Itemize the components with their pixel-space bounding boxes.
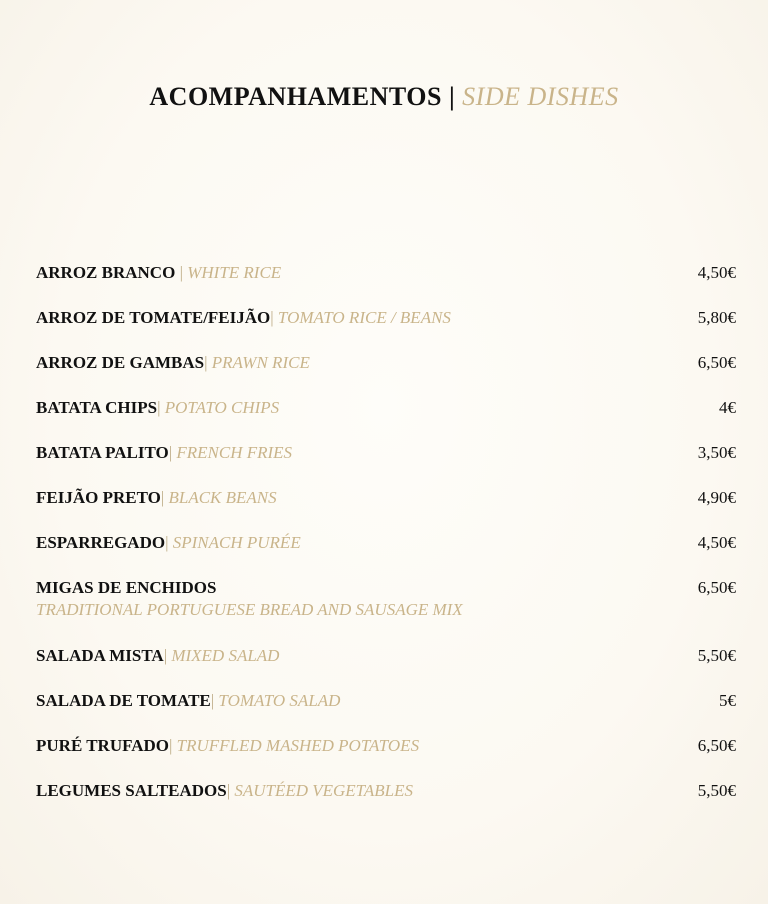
item-price: 4,50€	[697, 263, 736, 282]
title-portuguese: ACOMPANHAMENTOS	[149, 82, 442, 111]
item-english-name: TRADITIONAL PORTUGUESE BREAD AND SAUSAGE MIX	[36, 600, 463, 619]
item-price: 3,50€	[697, 443, 736, 462]
item-english-name: SPINACH PURÉE	[172, 533, 301, 552]
title-separator: |	[448, 82, 456, 111]
menu-item-arroz-de-tomate	[36, 307, 736, 352]
item-name: MIGAS DE ENCHIDOS	[36, 578, 217, 597]
item-name: LEGUMES SALTEADOS	[36, 781, 227, 800]
item-separator: |	[210, 691, 219, 710]
item-price: 4€	[719, 398, 736, 417]
item-price: 5,50€	[697, 781, 736, 800]
item-english-name: SAUTÉED VEGETABLES	[234, 781, 413, 800]
item-name: FEIJÃO PRETO	[36, 488, 161, 507]
menu-item-legumes-salteados	[36, 780, 736, 825]
menu-item-arroz-branco	[36, 262, 736, 307]
item-price: 4,90€	[697, 488, 736, 507]
item-english-name: PRAWN RICE	[211, 353, 310, 372]
page-title	[0, 82, 768, 112]
menu-item-feijao-preto	[36, 487, 736, 532]
item-name: BATATA PALITO	[36, 443, 169, 462]
menu-item-batata-chips	[36, 397, 736, 442]
menu-item-esparregado	[36, 532, 736, 577]
item-separator: |	[160, 488, 169, 507]
item-english-name: TOMATO SALAD	[218, 691, 341, 710]
item-separator: |	[226, 781, 235, 800]
item-english-name: TOMATO RICE / BEANS	[277, 308, 451, 327]
title-english: SIDE DISHES	[462, 82, 619, 111]
item-name: ARROZ DE GAMBAS	[36, 353, 205, 372]
menu-list	[36, 262, 736, 825]
item-price: 5,80€	[697, 308, 736, 327]
item-separator: |	[270, 308, 278, 327]
item-english-name: FRENCH FRIES	[176, 443, 293, 462]
item-separator: |	[157, 398, 165, 417]
item-english-name: MIXED SALAD	[171, 646, 280, 665]
item-price: 5,50€	[697, 646, 736, 665]
item-name: SALADA DE TOMATE	[36, 691, 211, 710]
item-name: BATATA CHIPS	[36, 398, 158, 417]
menu-item-arroz-de-gambas	[36, 352, 736, 397]
item-separator: |	[168, 443, 177, 462]
item-price: 6,50€	[697, 353, 736, 372]
menu-item-pure-trufado	[36, 735, 736, 780]
item-price: 5€	[719, 691, 736, 710]
item-name: PURÉ TRUFADO	[36, 736, 170, 755]
item-name: ESPARREGADO	[36, 533, 166, 552]
menu-item-salada-de-tomate	[36, 690, 736, 735]
item-name: ARROZ DE TOMATE/FEIJÃO	[36, 308, 271, 327]
menu-item-batata-palito	[36, 442, 736, 487]
menu-item-salada-mista	[36, 645, 736, 690]
item-separator: |	[175, 263, 188, 282]
item-separator: |	[204, 353, 212, 372]
item-price: 6,50€	[697, 736, 736, 755]
item-english-name: TRUFFLED MASHED POTATOES	[176, 736, 420, 755]
item-english-name: BLACK BEANS	[168, 488, 277, 507]
item-separator: |	[165, 533, 173, 552]
item-name: SALADA MISTA	[36, 646, 164, 665]
item-name: ARROZ BRANCO	[36, 263, 176, 282]
item-english-name: WHITE RICE	[187, 263, 282, 282]
item-price: 6,50€	[697, 578, 736, 597]
item-separator: |	[169, 736, 177, 755]
item-english-name: POTATO CHIPS	[164, 398, 280, 417]
menu-item-migas-de-enchidos	[36, 577, 736, 645]
item-separator: |	[163, 646, 172, 665]
item-price: 4,50€	[697, 533, 736, 552]
